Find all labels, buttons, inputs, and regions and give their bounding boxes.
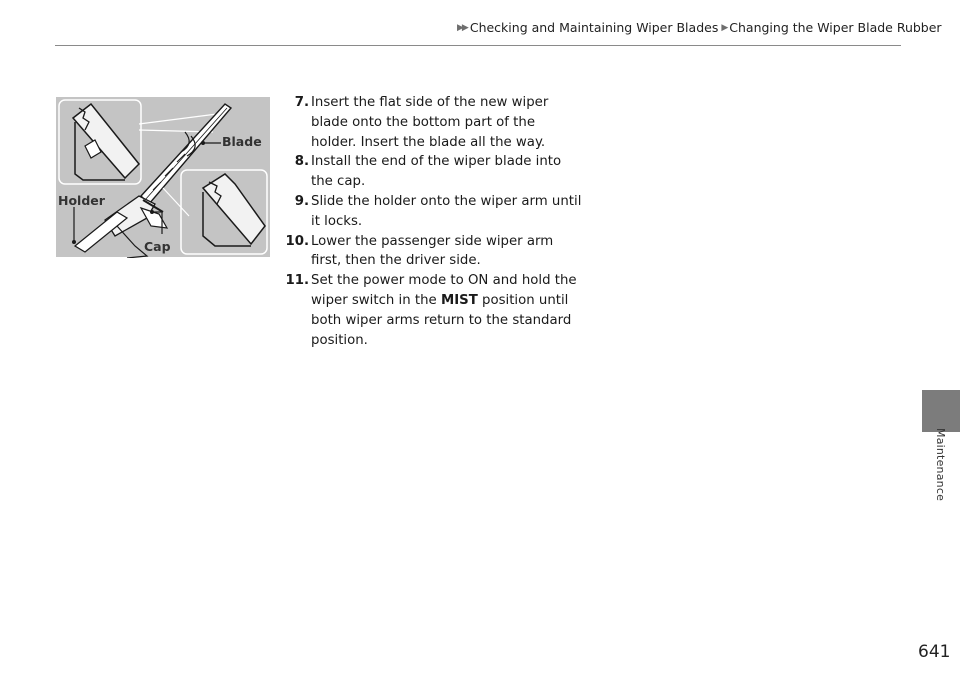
mist-mode-label: MIST <box>440 292 478 308</box>
breadcrumb-separator-icon: ▶ <box>721 22 727 33</box>
wiper-blade-drawing <box>55 96 271 258</box>
breadcrumb <box>457 20 942 35</box>
step-7 <box>283 93 583 152</box>
chapter-tab <box>922 390 960 432</box>
step-text: Slide the holder onto the wiper arm until it locks. <box>311 193 582 229</box>
chapter-label: Maintenance <box>934 428 947 502</box>
blade-label: Blade <box>222 134 262 149</box>
holder-label: Holder <box>58 193 105 208</box>
step-text: Insert the flat side of the new wiper blade onto the bottom part of the holder. Insert the blade all the way. <box>311 95 549 150</box>
inset-bottom-detail <box>181 170 267 254</box>
breadcrumb-section: Checking and Maintaining Wiper Blades <box>469 20 719 35</box>
breadcrumb-subsection: Changing the Wiper Blade Rubber <box>729 20 942 35</box>
inset-top-detail <box>59 100 141 184</box>
step-number: 7. <box>294 95 309 110</box>
step-8 <box>283 152 583 192</box>
step-text: Lower the passenger side wiper arm first, then the driver side. <box>311 233 554 269</box>
page-number: 641 <box>918 642 951 662</box>
step-11 <box>283 271 583 350</box>
step-10 <box>283 232 583 272</box>
step-text: Install the end of the wiper blade into the cap. <box>311 154 562 190</box>
wiper-blade-illustration <box>55 96 271 258</box>
breadcrumb-arrow-icon: ▶▶ <box>457 22 467 33</box>
step-number: 8. <box>294 154 309 170</box>
step-9 <box>283 192 583 232</box>
step-text-after: position until both wiper arms return to the standard position. <box>311 292 572 348</box>
step-number: 10. <box>285 233 309 249</box>
step-number: 9. <box>294 193 309 209</box>
step-number: 11. <box>285 273 309 289</box>
step-text-before: Set the power mode to ON and hold the wiper switch in the <box>311 273 577 308</box>
cap-label: Cap <box>144 239 171 254</box>
instruction-steps <box>283 93 583 350</box>
header-divider <box>55 45 901 46</box>
